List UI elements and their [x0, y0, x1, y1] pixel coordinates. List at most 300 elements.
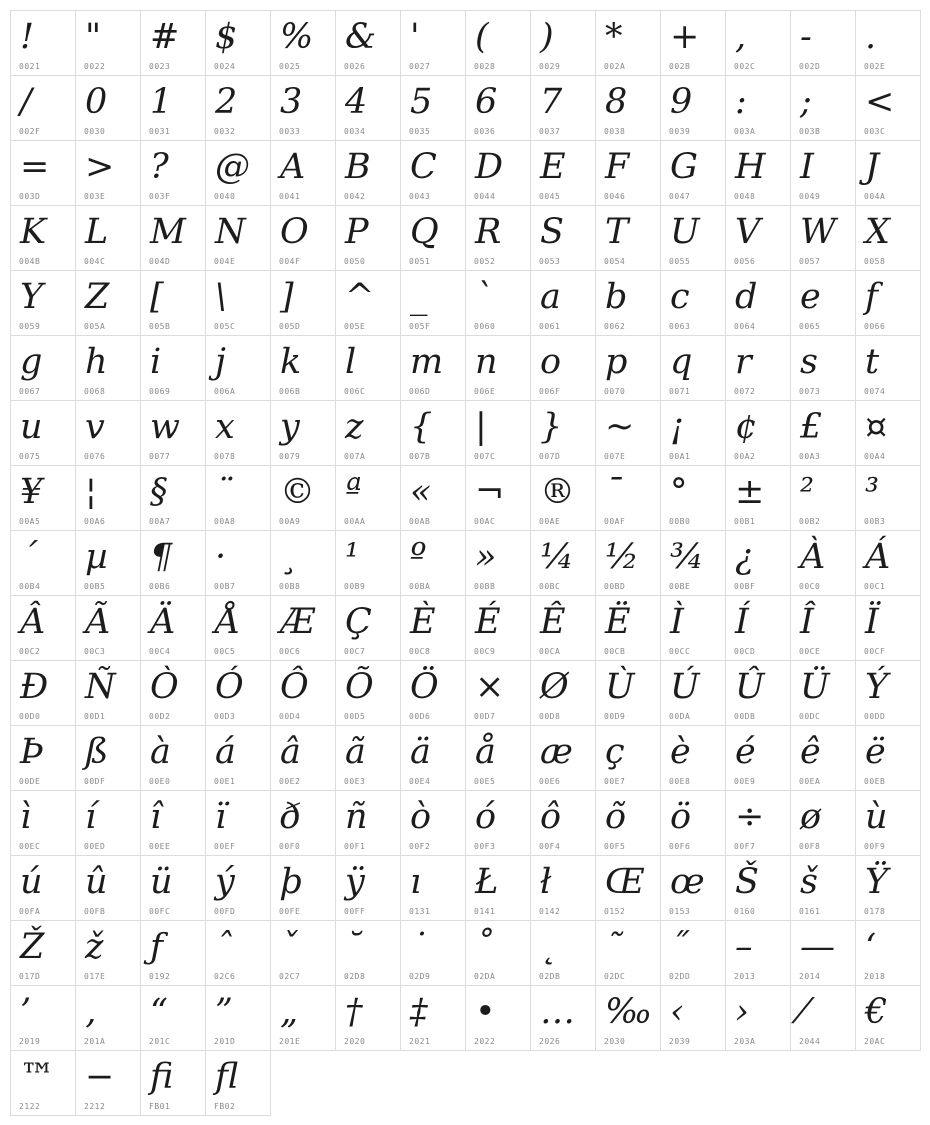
glyph-sample: ÷	[735, 797, 765, 837]
glyph-codepoint-label: 00FC	[149, 907, 171, 916]
glyph-codepoint-label: 00A2	[734, 452, 756, 461]
glyph-sample: ð	[280, 797, 302, 837]
glyph-codepoint-label: 0060	[474, 322, 496, 331]
glyph-codepoint-label: 0036	[474, 127, 496, 136]
glyph-sample: ‹	[670, 992, 684, 1032]
glyph-cell	[335, 595, 401, 661]
glyph-cell	[725, 335, 791, 401]
glyph-codepoint-label: 006B	[279, 387, 301, 396]
glyph-cell	[530, 855, 596, 921]
glyph-codepoint-label: 0038	[604, 127, 626, 136]
glyph-sample: 6	[475, 82, 498, 122]
glyph-codepoint-label: 00D3	[214, 712, 236, 721]
glyph-cell	[335, 400, 401, 466]
glyph-cell	[205, 10, 271, 76]
glyph-cell	[595, 530, 661, 596]
glyph-codepoint-label: 0026	[344, 62, 366, 71]
glyph-sample: ;	[800, 82, 812, 122]
glyph-codepoint-label: 00DA	[669, 712, 691, 721]
glyph-codepoint-label: 00F7	[734, 842, 756, 851]
glyph-codepoint-label: 005F	[409, 322, 431, 331]
glyph-cell	[400, 75, 466, 141]
glyph-sample: Ò	[150, 667, 179, 707]
glyph-codepoint-label: 203A	[734, 1037, 756, 1046]
glyph-cell	[75, 530, 141, 596]
glyph-codepoint-label: 00E4	[409, 777, 431, 786]
glyph-cell	[10, 920, 76, 986]
glyph-sample: õ	[605, 797, 627, 837]
glyph-codepoint-label: 00F4	[539, 842, 561, 851]
glyph-codepoint-label: 00B5	[84, 582, 106, 591]
glyph-sample: h	[85, 342, 108, 382]
glyph-cell	[10, 75, 76, 141]
glyph-codepoint-label: 201E	[279, 1037, 301, 1046]
glyph-sample: Ñ	[85, 667, 116, 707]
glyph-cell	[75, 205, 141, 271]
glyph-codepoint-label: 0068	[84, 387, 106, 396]
glyph-sample: ´	[20, 537, 38, 577]
glyph-sample: ³	[865, 472, 880, 512]
glyph-sample: ¾	[670, 537, 704, 577]
glyph-cell	[790, 790, 856, 856]
glyph-cell	[790, 335, 856, 401]
glyph-codepoint-label: 00E9	[734, 777, 756, 786]
glyph-codepoint-label: 00A6	[84, 517, 106, 526]
glyph-sample: k	[280, 342, 302, 382]
glyph-cell	[725, 530, 791, 596]
glyph-sample: U	[670, 212, 700, 252]
glyph-cell	[725, 465, 791, 531]
glyph-sample: ›	[735, 992, 749, 1032]
glyph-cell	[660, 270, 726, 336]
glyph-codepoint-label: 0055	[669, 257, 691, 266]
glyph-codepoint-label: 00D2	[149, 712, 171, 721]
glyph-codepoint-label: 0027	[409, 62, 431, 71]
glyph-sample: ¯	[605, 472, 623, 512]
glyph-cell	[855, 920, 921, 986]
glyph-sample: [	[150, 277, 164, 317]
glyph-codepoint-label: 004E	[214, 257, 236, 266]
glyph-cell	[270, 790, 336, 856]
glyph-sample: ý	[215, 862, 235, 902]
glyph-codepoint-label: 005E	[344, 322, 366, 331]
glyph-sample: Á	[865, 537, 891, 577]
glyph-sample: ¨	[215, 472, 233, 512]
glyph-codepoint-label: 02D9	[409, 972, 431, 981]
glyph-sample: Ù	[605, 667, 635, 707]
glyph-sample: €	[865, 992, 888, 1032]
glyph-cell	[530, 985, 596, 1051]
glyph-cell	[140, 465, 206, 531]
glyph-codepoint-label: 002C	[734, 62, 756, 71]
glyph-codepoint-label: 0066	[864, 322, 886, 331]
glyph-codepoint-label: 00D8	[539, 712, 561, 721]
glyph-codepoint-label: 02DD	[669, 972, 691, 981]
glyph-sample: ’	[20, 992, 32, 1032]
glyph-codepoint-label: 00FD	[214, 907, 236, 916]
glyph-codepoint-label: 0031	[149, 127, 171, 136]
glyph-sample: S	[540, 212, 564, 252]
glyph-sample: Ł	[475, 862, 499, 902]
glyph-sample: 8	[605, 82, 628, 122]
glyph-sample: b	[605, 277, 628, 317]
glyph-sample: º	[410, 537, 427, 577]
glyph-codepoint-label: 0057	[799, 257, 821, 266]
glyph-codepoint-label: 00D9	[604, 712, 626, 721]
glyph-codepoint-label: 0178	[864, 907, 886, 916]
glyph-codepoint-label: 004C	[84, 257, 106, 266]
glyph-codepoint-label: 0075	[19, 452, 41, 461]
glyph-codepoint-label: 00ED	[84, 842, 106, 851]
glyph-cell	[660, 985, 726, 1051]
glyph-cell	[530, 205, 596, 271]
glyph-sample: å	[475, 732, 496, 772]
glyph-cell	[75, 400, 141, 466]
glyph-sample: ”	[215, 992, 233, 1032]
glyph-sample: Ç	[345, 602, 372, 642]
glyph-cell	[790, 270, 856, 336]
glyph-codepoint-label: 003D	[19, 192, 41, 201]
glyph-sample: z	[345, 407, 364, 447]
glyph-cell	[465, 140, 531, 206]
glyph-sample: ‰	[605, 992, 652, 1032]
glyph-sample: f	[865, 277, 878, 317]
glyph-sample: %	[280, 17, 314, 57]
glyph-codepoint-label: 0052	[474, 257, 496, 266]
glyph-codepoint-label: 0025	[279, 62, 301, 71]
glyph-cell	[10, 790, 76, 856]
glyph-cell	[530, 530, 596, 596]
glyph-codepoint-label: 00C7	[344, 647, 366, 656]
glyph-cell	[400, 530, 466, 596]
glyph-cell	[855, 595, 921, 661]
glyph-codepoint-label: 00F3	[474, 842, 496, 851]
glyph-cell	[465, 725, 531, 791]
glyph-cell	[205, 270, 271, 336]
glyph-cell	[790, 205, 856, 271]
glyph-cell	[855, 855, 921, 921]
glyph-codepoint-label: 00C4	[149, 647, 171, 656]
glyph-sample: O	[280, 212, 309, 252]
glyph-codepoint-label: 02D8	[344, 972, 366, 981]
glyph-cell	[335, 75, 401, 141]
glyph-table	[10, 10, 920, 1115]
glyph-sample: 3	[280, 82, 303, 122]
glyph-codepoint-label: 00FA	[19, 907, 41, 916]
glyph-cell	[140, 205, 206, 271]
glyph-cell	[75, 75, 141, 141]
glyph-cell	[725, 595, 791, 661]
glyph-sample: Ý	[865, 667, 889, 707]
glyph-codepoint-label: 0160	[734, 907, 756, 916]
glyph-sample: $	[215, 17, 238, 57]
glyph-codepoint-label: 0073	[799, 387, 821, 396]
glyph-cell	[530, 660, 596, 726]
glyph-cell	[400, 855, 466, 921]
glyph-cell	[530, 595, 596, 661]
glyph-cell	[205, 335, 271, 401]
glyph-cell	[270, 10, 336, 76]
glyph-sample: −	[85, 1057, 115, 1097]
glyph-cell	[335, 725, 401, 791]
glyph-codepoint-label: 02C7	[279, 972, 301, 981]
glyph-sample: ⁄	[800, 992, 806, 1032]
glyph-cell	[205, 1050, 271, 1116]
glyph-codepoint-label: 00EA	[799, 777, 821, 786]
glyph-sample: Þ	[20, 732, 44, 772]
glyph-sample: Û	[735, 667, 765, 707]
glyph-sample: û	[85, 862, 108, 902]
glyph-codepoint-label: 0035	[409, 127, 431, 136]
glyph-cell	[205, 660, 271, 726]
glyph-cell	[10, 855, 76, 921]
glyph-cell	[10, 140, 76, 206]
glyph-sample: â	[280, 732, 301, 772]
glyph-cell	[270, 400, 336, 466]
glyph-sample: “	[150, 992, 168, 1032]
glyph-sample: >	[85, 147, 115, 187]
glyph-sample: Ó	[215, 667, 244, 707]
glyph-cell	[75, 985, 141, 1051]
glyph-sample: +	[670, 17, 700, 57]
glyph-sample: ˇ	[280, 927, 298, 967]
glyph-sample: Ú	[670, 667, 700, 707]
glyph-cell	[270, 75, 336, 141]
glyph-codepoint-label: 007C	[474, 452, 496, 461]
glyph-cell	[10, 10, 76, 76]
glyph-cell	[725, 270, 791, 336]
glyph-sample: ¡	[670, 407, 685, 447]
glyph-cell	[660, 530, 726, 596]
glyph-sample: o	[540, 342, 562, 382]
glyph-codepoint-label: 00F1	[344, 842, 366, 851]
glyph-cell	[725, 660, 791, 726]
glyph-codepoint-label: 00BA	[409, 582, 431, 591]
glyph-sample: †	[345, 992, 363, 1032]
glyph-cell	[270, 920, 336, 986]
glyph-sample: "	[85, 17, 102, 57]
glyph-cell	[530, 790, 596, 856]
glyph-codepoint-label: 0029	[539, 62, 561, 71]
glyph-sample: }	[540, 407, 563, 447]
glyph-sample: R	[475, 212, 502, 252]
glyph-sample: î	[150, 797, 162, 837]
glyph-codepoint-label: 0079	[279, 452, 301, 461]
glyph-sample: ß	[85, 732, 109, 772]
glyph-cell	[270, 140, 336, 206]
glyph-sample: )	[540, 17, 554, 57]
glyph-cell	[855, 660, 921, 726]
glyph-cell	[205, 920, 271, 986]
glyph-sample: °	[670, 472, 688, 512]
glyph-cell	[10, 270, 76, 336]
glyph-sample: ˜	[605, 927, 623, 967]
glyph-sample: Ë	[605, 602, 631, 642]
glyph-sample: &	[345, 17, 377, 57]
glyph-cell	[855, 75, 921, 141]
glyph-codepoint-label: 005C	[214, 322, 236, 331]
glyph-sample: N	[215, 212, 246, 252]
glyph-codepoint-label: 00A7	[149, 517, 171, 526]
glyph-sample: F	[605, 147, 630, 187]
glyph-sample: j	[215, 342, 226, 382]
glyph-cell	[205, 725, 271, 791]
glyph-cell	[335, 10, 401, 76]
glyph-codepoint-label: 002A	[604, 62, 626, 71]
glyph-sample: ?	[150, 147, 169, 187]
glyph-sample: —	[800, 927, 835, 967]
glyph-codepoint-label: 006E	[474, 387, 496, 396]
glyph-codepoint-label: 003B	[799, 127, 821, 136]
glyph-codepoint-label: 0141	[474, 907, 496, 916]
glyph-cell	[465, 10, 531, 76]
glyph-codepoint-label: 201A	[84, 1037, 106, 1046]
glyph-sample: ó	[475, 797, 497, 837]
glyph-codepoint-label: 201C	[149, 1037, 171, 1046]
glyph-cell	[660, 140, 726, 206]
glyph-sample: ƒ	[150, 927, 163, 967]
glyph-cell	[530, 10, 596, 76]
glyph-sample: Ö	[410, 667, 439, 707]
glyph-cell	[790, 725, 856, 791]
glyph-codepoint-label: 0030	[84, 127, 106, 136]
glyph-sample: n	[475, 342, 498, 382]
glyph-codepoint-label: 0024	[214, 62, 236, 71]
glyph-sample: d	[735, 277, 758, 317]
glyph-cell	[140, 10, 206, 76]
glyph-codepoint-label: 0033	[279, 127, 301, 136]
glyph-sample: þ	[280, 862, 303, 902]
glyph-sample: Õ	[345, 667, 374, 707]
glyph-cell	[465, 530, 531, 596]
glyph-cell	[335, 790, 401, 856]
glyph-codepoint-label: 00D0	[19, 712, 41, 721]
glyph-cell	[270, 465, 336, 531]
glyph-cell	[790, 10, 856, 76]
glyph-cell	[335, 140, 401, 206]
glyph-codepoint-label: 00A5	[19, 517, 41, 526]
glyph-codepoint-label: 00FF	[344, 907, 366, 916]
glyph-cell	[400, 205, 466, 271]
glyph-codepoint-label: 00A8	[214, 517, 236, 526]
glyph-codepoint-label: 0037	[539, 127, 561, 136]
glyph-codepoint-label: 00B1	[734, 517, 756, 526]
glyph-sample: D	[475, 147, 504, 187]
glyph-sample: 9	[670, 82, 693, 122]
glyph-cell	[335, 985, 401, 1051]
glyph-sample: 1	[150, 82, 173, 122]
glyph-codepoint-label: 00BD	[604, 582, 626, 591]
glyph-codepoint-label: 003C	[864, 127, 886, 136]
glyph-cell	[400, 595, 466, 661]
glyph-sample: Ê	[540, 602, 566, 642]
glyph-cell	[205, 400, 271, 466]
glyph-codepoint-label: 00E2	[279, 777, 301, 786]
glyph-sample: À	[800, 537, 826, 577]
glyph-codepoint-label: 006D	[409, 387, 431, 396]
glyph-codepoint-label: 00B3	[864, 517, 886, 526]
glyph-cell	[660, 465, 726, 531]
glyph-codepoint-label: 00C3	[84, 647, 106, 656]
glyph-sample: ˝	[670, 927, 688, 967]
glyph-codepoint-label: 0049	[799, 192, 821, 201]
glyph-codepoint-label: 0050	[344, 257, 366, 266]
glyph-sample: -	[800, 17, 812, 57]
glyph-sample: £	[800, 407, 823, 447]
glyph-cell	[270, 855, 336, 921]
glyph-cell	[75, 270, 141, 336]
glyph-cell	[660, 660, 726, 726]
glyph-sample: ˘	[345, 927, 363, 967]
glyph-cell	[855, 790, 921, 856]
glyph-codepoint-label: 003F	[149, 192, 171, 201]
glyph-cell	[660, 75, 726, 141]
glyph-sample: à	[150, 732, 171, 772]
glyph-sample: Y	[20, 277, 44, 317]
glyph-sample: |	[475, 407, 487, 447]
glyph-cell	[595, 920, 661, 986]
glyph-codepoint-label: 00C1	[864, 582, 886, 591]
glyph-codepoint-label: 002E	[864, 62, 886, 71]
glyph-codepoint-label: 00F8	[799, 842, 821, 851]
glyph-sample: ©	[280, 472, 315, 512]
glyph-cell	[595, 270, 661, 336]
glyph-sample: ã	[345, 732, 366, 772]
glyph-cell	[335, 465, 401, 531]
glyph-codepoint-label: 0077	[149, 452, 171, 461]
glyph-cell	[595, 205, 661, 271]
glyph-cell	[335, 855, 401, 921]
glyph-cell	[465, 660, 531, 726]
glyph-codepoint-label: 00C0	[799, 582, 821, 591]
glyph-sample: •	[475, 992, 496, 1032]
glyph-codepoint-label: 00EE	[149, 842, 171, 851]
glyph-cell	[790, 465, 856, 531]
glyph-cell	[270, 335, 336, 401]
glyph-codepoint-label: 00BC	[539, 582, 561, 591]
glyph-sample: Ä	[150, 602, 176, 642]
glyph-cell	[140, 790, 206, 856]
glyph-codepoint-label: 0061	[539, 322, 561, 331]
glyph-cell	[595, 595, 661, 661]
glyph-codepoint-label: 003E	[84, 192, 106, 201]
glyph-codepoint-label: 00D6	[409, 712, 431, 721]
glyph-codepoint-label: 00E3	[344, 777, 366, 786]
glyph-codepoint-label: 004B	[19, 257, 41, 266]
glyph-sample: <	[865, 82, 895, 122]
glyph-cell	[75, 790, 141, 856]
glyph-cell	[10, 530, 76, 596]
glyph-codepoint-label: 00BB	[474, 582, 496, 591]
glyph-cell	[10, 985, 76, 1051]
glyph-codepoint-label: 2122	[19, 1102, 41, 1111]
glyph-codepoint-label: 0022	[84, 62, 106, 71]
glyph-cell	[205, 530, 271, 596]
glyph-sample: ä	[410, 732, 431, 772]
glyph-codepoint-label: 00A3	[799, 452, 821, 461]
glyph-cell	[790, 660, 856, 726]
glyph-cell	[725, 985, 791, 1051]
glyph-codepoint-label: 00C8	[409, 647, 431, 656]
glyph-codepoint-label: 2039	[669, 1037, 691, 1046]
glyph-sample: Â	[20, 602, 46, 642]
glyph-codepoint-label: 0070	[604, 387, 626, 396]
glyph-codepoint-label: 00D1	[84, 712, 106, 721]
glyph-codepoint-label: 0044	[474, 192, 496, 201]
glyph-sample: è	[670, 732, 691, 772]
glyph-codepoint-label: 00E6	[539, 777, 561, 786]
glyph-sample: Q	[410, 212, 439, 252]
